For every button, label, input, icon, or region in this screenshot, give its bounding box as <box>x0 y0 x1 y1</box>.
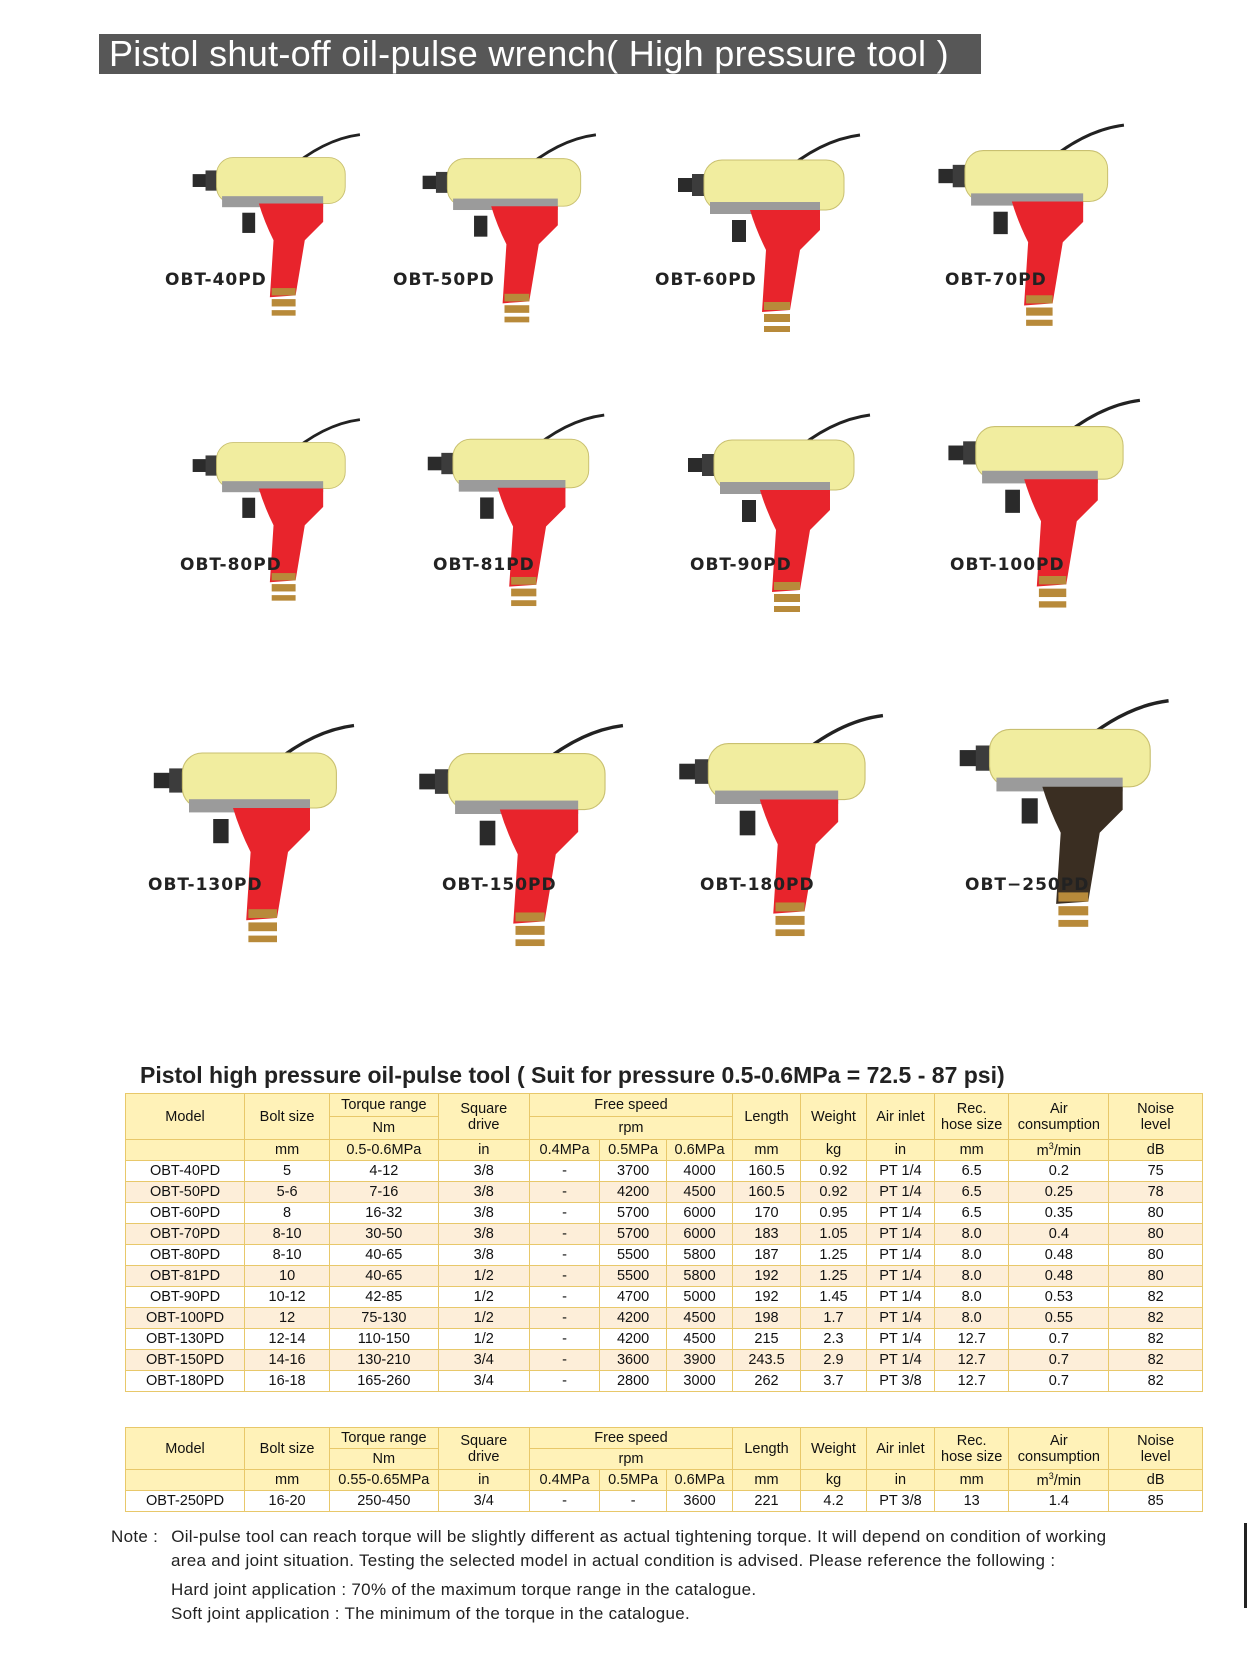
row-cell: 0.7 <box>1009 1350 1109 1371</box>
row-cell: 1.25 <box>801 1266 867 1287</box>
tool-image-4 <box>930 120 1160 320</box>
unit-length: mm <box>733 1470 801 1491</box>
row-cell: 4700 <box>600 1287 667 1308</box>
row-cell: - <box>529 1287 599 1308</box>
row-cell: 8-10 <box>245 1224 330 1245</box>
row-model: OBT-250PD <box>126 1491 245 1512</box>
row-cell: 82 <box>1109 1329 1203 1350</box>
table-row <box>126 1491 1203 1512</box>
table-row <box>126 1203 1203 1224</box>
table-row <box>126 1371 1203 1392</box>
tool-image-5 <box>185 415 415 615</box>
header-rpm: rpm <box>529 1449 732 1470</box>
table-row <box>126 1329 1203 1350</box>
table-row <box>126 1224 1203 1245</box>
row-cell: 3/8 <box>438 1203 529 1224</box>
header-square-drive: Square drive <box>438 1428 529 1470</box>
row-cell: 5700 <box>600 1203 667 1224</box>
row-cell: 6.5 <box>934 1182 1008 1203</box>
row-cell: 0.48 <box>1009 1245 1109 1266</box>
row-cell: 8.0 <box>934 1287 1008 1308</box>
unit-torque: 0.5-0.6MPa <box>330 1140 438 1161</box>
row-cell: 160.5 <box>733 1161 801 1182</box>
page-title: Pistol shut-off oil-pulse wrench( High pressure tool ) <box>99 34 981 74</box>
row-cell: - <box>529 1350 599 1371</box>
row-cell: 3/8 <box>438 1182 529 1203</box>
row-cell: 80 <box>1109 1224 1203 1245</box>
unit-weight: kg <box>801 1140 867 1161</box>
row-cell: 6000 <box>667 1224 733 1245</box>
row-cell: - <box>529 1266 599 1287</box>
header-noise-level: Noise level <box>1109 1094 1203 1140</box>
tool-label: OBT-60PD <box>655 270 757 290</box>
row-cell: 30-50 <box>330 1224 438 1245</box>
spec-table-250 <box>125 1427 1203 1512</box>
tool-image-6 <box>420 410 650 610</box>
table-row <box>126 1308 1203 1329</box>
row-cell: 3/8 <box>438 1245 529 1266</box>
unit-inlet: in <box>866 1470 934 1491</box>
row-model: OBT-60PD <box>126 1203 245 1224</box>
row-cell: 1/2 <box>438 1308 529 1329</box>
tool-image-2 <box>415 130 645 330</box>
row-cell: 0.7 <box>1009 1329 1109 1350</box>
row-cell: 3600 <box>667 1491 733 1512</box>
row-cell: 170 <box>733 1203 801 1224</box>
row-cell: 14-16 <box>245 1350 330 1371</box>
table-row <box>126 1287 1203 1308</box>
header-length: Length <box>733 1094 801 1140</box>
row-cell: 82 <box>1109 1371 1203 1392</box>
row-cell: 10-12 <box>245 1287 330 1308</box>
unit-torque: 0.55-0.65MPa <box>330 1470 438 1491</box>
row-cell: 4-12 <box>330 1161 438 1182</box>
tool-label: OBT−250PD <box>965 875 1090 895</box>
unit-air: $m^3/\min$ <box>1009 1470 1109 1491</box>
row-cell: - <box>600 1491 667 1512</box>
unit-noise: dB <box>1109 1140 1203 1161</box>
unit-model <box>126 1140 245 1161</box>
unit-hose: mm <box>934 1470 1008 1491</box>
row-cell: - <box>529 1182 599 1203</box>
tool-label: OBT-100PD <box>950 555 1065 575</box>
row-cell: 8.0 <box>934 1308 1008 1329</box>
row-cell: 0.4 <box>1009 1224 1109 1245</box>
row-cell: 192 <box>733 1287 801 1308</box>
row-cell: 2.9 <box>801 1350 867 1371</box>
row-cell: 262 <box>733 1371 801 1392</box>
row-model: OBT-70PD <box>126 1224 245 1245</box>
row-cell: 13 <box>934 1491 1008 1512</box>
unit-noise: dB <box>1109 1470 1203 1491</box>
row-cell: 1.4 <box>1009 1491 1109 1512</box>
header-torque-range: Torque range <box>330 1428 438 1449</box>
row-cell: 2800 <box>600 1371 667 1392</box>
header-torque-range: Torque range <box>330 1094 438 1117</box>
row-model: OBT-150PD <box>126 1350 245 1371</box>
header-noise-level: Noise level <box>1109 1428 1203 1470</box>
row-cell: 4200 <box>600 1329 667 1350</box>
row-cell: 3/8 <box>438 1224 529 1245</box>
row-cell: 0.2 <box>1009 1161 1109 1182</box>
row-cell: 4000 <box>667 1161 733 1182</box>
header-air-consumption: Air consumption <box>1009 1428 1109 1470</box>
row-cell: 0.92 <box>801 1182 867 1203</box>
row-cell: 2.3 <box>801 1329 867 1350</box>
row-cell: 5500 <box>600 1245 667 1266</box>
row-cell: 1/2 <box>438 1287 529 1308</box>
row-cell: 215 <box>733 1329 801 1350</box>
note-line-1 <box>111 1527 1106 1547</box>
tool-label: OBT-80PD <box>180 555 282 575</box>
header-length: Length <box>733 1428 801 1470</box>
row-cell: 6000 <box>667 1203 733 1224</box>
row-cell: 80 <box>1109 1203 1203 1224</box>
row-cell: 7-16 <box>330 1182 438 1203</box>
note-line-2: area and joint situation. Testing the selected model in actual condition is advised. Please reference the following : <box>171 1551 1056 1570</box>
row-cell: 5 <box>245 1161 330 1182</box>
header-free-speed: Free speed <box>529 1428 732 1449</box>
row-model: OBT-100PD <box>126 1308 245 1329</box>
row-cell: 0.35 <box>1009 1203 1109 1224</box>
row-cell: 3/8 <box>438 1161 529 1182</box>
tool-image-1 <box>185 130 415 330</box>
tool-label: OBT-50PD <box>393 270 495 290</box>
row-cell: - <box>529 1161 599 1182</box>
header-bolt-size: Bolt size <box>245 1094 330 1140</box>
note-prefix: Note : <box>111 1527 159 1546</box>
row-cell: PT 1/4 <box>866 1245 934 1266</box>
row-model: OBT-130PD <box>126 1329 245 1350</box>
row-cell: 0.48 <box>1009 1266 1109 1287</box>
row-model: OBT-50PD <box>126 1182 245 1203</box>
unit-inlet: in <box>866 1140 934 1161</box>
tool-image-7 <box>680 410 910 610</box>
tool-label: OBT-130PD <box>148 875 263 895</box>
row-cell: 183 <box>733 1224 801 1245</box>
row-cell: 8-10 <box>245 1245 330 1266</box>
unit-length: mm <box>733 1140 801 1161</box>
row-cell: 82 <box>1109 1350 1203 1371</box>
row-cell: 0.53 <box>1009 1287 1109 1308</box>
row-cell: 12.7 <box>934 1350 1008 1371</box>
row-cell: 75-130 <box>330 1308 438 1329</box>
row-cell: PT 1/4 <box>866 1329 934 1350</box>
unit-pressure-06: 0.6MPa <box>667 1470 733 1491</box>
header-model: Model <box>126 1094 245 1140</box>
row-cell: 192 <box>733 1266 801 1287</box>
row-cell: 3700 <box>600 1161 667 1182</box>
row-cell: - <box>529 1491 599 1512</box>
row-cell: - <box>529 1203 599 1224</box>
row-cell: 12.7 <box>934 1371 1008 1392</box>
table-row <box>126 1245 1203 1266</box>
row-cell: 3000 <box>667 1371 733 1392</box>
row-cell: PT 3/8 <box>866 1491 934 1512</box>
row-cell: 4500 <box>667 1182 733 1203</box>
header-hose-size: Rec. hose size <box>934 1094 1008 1140</box>
row-model: OBT-40PD <box>126 1161 245 1182</box>
tool-image-12 <box>950 695 1180 895</box>
row-cell: 4500 <box>667 1329 733 1350</box>
row-model: OBT-180PD <box>126 1371 245 1392</box>
row-cell: PT 1/4 <box>866 1350 934 1371</box>
row-cell: 1/2 <box>438 1266 529 1287</box>
row-cell: 0.92 <box>801 1161 867 1182</box>
row-model: OBT-81PD <box>126 1266 245 1287</box>
row-cell: 4.2 <box>801 1491 867 1512</box>
row-model: OBT-90PD <box>126 1287 245 1308</box>
row-cell: 16-20 <box>245 1491 330 1512</box>
unit-drive: in <box>438 1470 529 1491</box>
unit-pressure-05: 0.5MPa <box>600 1470 667 1491</box>
row-cell: 243.5 <box>733 1350 801 1371</box>
unit-pressure-05: 0.5MPa <box>600 1140 667 1161</box>
row-cell: 221 <box>733 1491 801 1512</box>
unit-pressure-04: 0.4MPa <box>529 1140 599 1161</box>
header-hose-size: Rec. hose size <box>934 1428 1008 1470</box>
table-row <box>126 1161 1203 1182</box>
tool-label: OBT-90PD <box>690 555 792 575</box>
row-cell: 130-210 <box>330 1350 438 1371</box>
row-cell: 8.0 <box>934 1266 1008 1287</box>
row-cell: 0.55 <box>1009 1308 1109 1329</box>
row-cell: 3/4 <box>438 1350 529 1371</box>
row-cell: PT 1/4 <box>866 1308 934 1329</box>
row-cell: 1.7 <box>801 1308 867 1329</box>
row-cell: 1/2 <box>438 1329 529 1350</box>
row-cell: 78 <box>1109 1182 1203 1203</box>
row-cell: 187 <box>733 1245 801 1266</box>
row-cell: 4500 <box>667 1308 733 1329</box>
spec-table <box>125 1093 1203 1392</box>
row-cell: 3900 <box>667 1350 733 1371</box>
row-cell: 80 <box>1109 1245 1203 1266</box>
row-cell: PT 1/4 <box>866 1266 934 1287</box>
row-cell: 40-65 <box>330 1266 438 1287</box>
row-cell: 3/4 <box>438 1371 529 1392</box>
unit-bolt: mm <box>245 1140 330 1161</box>
header-weight: Weight <box>801 1094 867 1140</box>
unit-drive: in <box>438 1140 529 1161</box>
row-cell: 110-150 <box>330 1329 438 1350</box>
header-torque-unit: Nm <box>330 1449 438 1470</box>
row-cell: 8 <box>245 1203 330 1224</box>
row-cell: 160.5 <box>733 1182 801 1203</box>
tool-label: OBT-40PD <box>165 270 267 290</box>
row-cell: 40-65 <box>330 1245 438 1266</box>
row-cell: 8.0 <box>934 1245 1008 1266</box>
row-cell: PT 1/4 <box>866 1224 934 1245</box>
row-cell: 198 <box>733 1308 801 1329</box>
header-bolt-size: Bolt size <box>245 1428 330 1470</box>
row-cell: 1.25 <box>801 1245 867 1266</box>
row-cell: 6.5 <box>934 1161 1008 1182</box>
row-cell: 42-85 <box>330 1287 438 1308</box>
header-air-inlet: Air inlet <box>866 1094 934 1140</box>
unit-pressure-06: 0.6MPa <box>667 1140 733 1161</box>
unit-pressure-04: 0.4MPa <box>529 1470 599 1491</box>
row-cell: 75 <box>1109 1161 1203 1182</box>
header-air-inlet: Air inlet <box>866 1428 934 1470</box>
table-row <box>126 1266 1203 1287</box>
header-torque-unit: Nm <box>330 1117 438 1140</box>
row-cell: PT 1/4 <box>866 1287 934 1308</box>
row-cell: 12.7 <box>934 1329 1008 1350</box>
row-cell: - <box>529 1245 599 1266</box>
row-cell: PT 1/4 <box>866 1161 934 1182</box>
row-cell: 5800 <box>667 1266 733 1287</box>
row-cell: 4200 <box>600 1308 667 1329</box>
row-cell: - <box>529 1329 599 1350</box>
row-cell: 0.95 <box>801 1203 867 1224</box>
row-cell: 1.05 <box>801 1224 867 1245</box>
row-cell: 5-6 <box>245 1182 330 1203</box>
row-cell: 80 <box>1109 1266 1203 1287</box>
row-cell: 0.7 <box>1009 1371 1109 1392</box>
row-cell: 6.5 <box>934 1203 1008 1224</box>
row-cell: 3/4 <box>438 1491 529 1512</box>
header-model: Model <box>126 1428 245 1470</box>
tool-label: OBT-81PD <box>433 555 535 575</box>
page-edge-rule <box>1244 1523 1247 1608</box>
row-cell: 16-32 <box>330 1203 438 1224</box>
header-weight: Weight <box>801 1428 867 1470</box>
row-cell: 8.0 <box>934 1224 1008 1245</box>
table-row <box>126 1182 1203 1203</box>
table-title: Pistol high pressure oil-pulse tool ( Suit for pressure 0.5-0.6MPa = 72.5 - 87 psi) <box>140 1062 1005 1088</box>
note-soft-joint: Soft joint application : The minimum of the torque in the catalogue. <box>171 1604 691 1623</box>
unit-air: $m^3/\min$ <box>1009 1140 1109 1161</box>
row-cell: 4200 <box>600 1182 667 1203</box>
tool-image-3 <box>670 130 900 330</box>
row-cell: 3.7 <box>801 1371 867 1392</box>
note-hard-joint: Hard joint application : 70% of the maximum torque range in the catalogue. <box>171 1580 757 1599</box>
row-cell: 5500 <box>600 1266 667 1287</box>
table-row <box>126 1350 1203 1371</box>
row-cell: 5000 <box>667 1287 733 1308</box>
row-cell: 10 <box>245 1266 330 1287</box>
row-cell: 16-18 <box>245 1371 330 1392</box>
row-model: OBT-80PD <box>126 1245 245 1266</box>
row-cell: - <box>529 1308 599 1329</box>
unit-bolt: mm <box>245 1470 330 1491</box>
header-square-drive: Square drive <box>438 1094 529 1140</box>
row-cell: 250-450 <box>330 1491 438 1512</box>
unit-hose: mm <box>934 1140 1008 1161</box>
tool-label: OBT-70PD <box>945 270 1047 290</box>
row-cell: 5700 <box>600 1224 667 1245</box>
header-free-speed: Free speed <box>529 1094 732 1117</box>
row-cell: 0.25 <box>1009 1182 1109 1203</box>
unit-weight: kg <box>801 1470 867 1491</box>
row-cell: 1.45 <box>801 1287 867 1308</box>
header-rpm: rpm <box>529 1117 732 1140</box>
tool-label: OBT-150PD <box>442 875 557 895</box>
row-cell: PT 1/4 <box>866 1203 934 1224</box>
row-cell: 82 <box>1109 1308 1203 1329</box>
row-cell: - <box>529 1224 599 1245</box>
note-text-1: Oil-pulse tool can reach torque will be slightly different as actual tightening torque. It will depend on condition of working <box>171 1527 1107 1546</box>
row-cell: 85 <box>1109 1491 1203 1512</box>
row-cell: 82 <box>1109 1287 1203 1308</box>
row-cell: 12-14 <box>245 1329 330 1350</box>
row-cell: 165-260 <box>330 1371 438 1392</box>
row-cell: - <box>529 1371 599 1392</box>
row-cell: PT 1/4 <box>866 1182 934 1203</box>
row-cell: PT 3/8 <box>866 1371 934 1392</box>
unit-model <box>126 1470 245 1491</box>
row-cell: 5800 <box>667 1245 733 1266</box>
row-cell: 3600 <box>600 1350 667 1371</box>
tool-label: OBT-180PD <box>700 875 815 895</box>
header-air-consumption: Air consumption <box>1009 1094 1109 1140</box>
row-cell: 12 <box>245 1308 330 1329</box>
